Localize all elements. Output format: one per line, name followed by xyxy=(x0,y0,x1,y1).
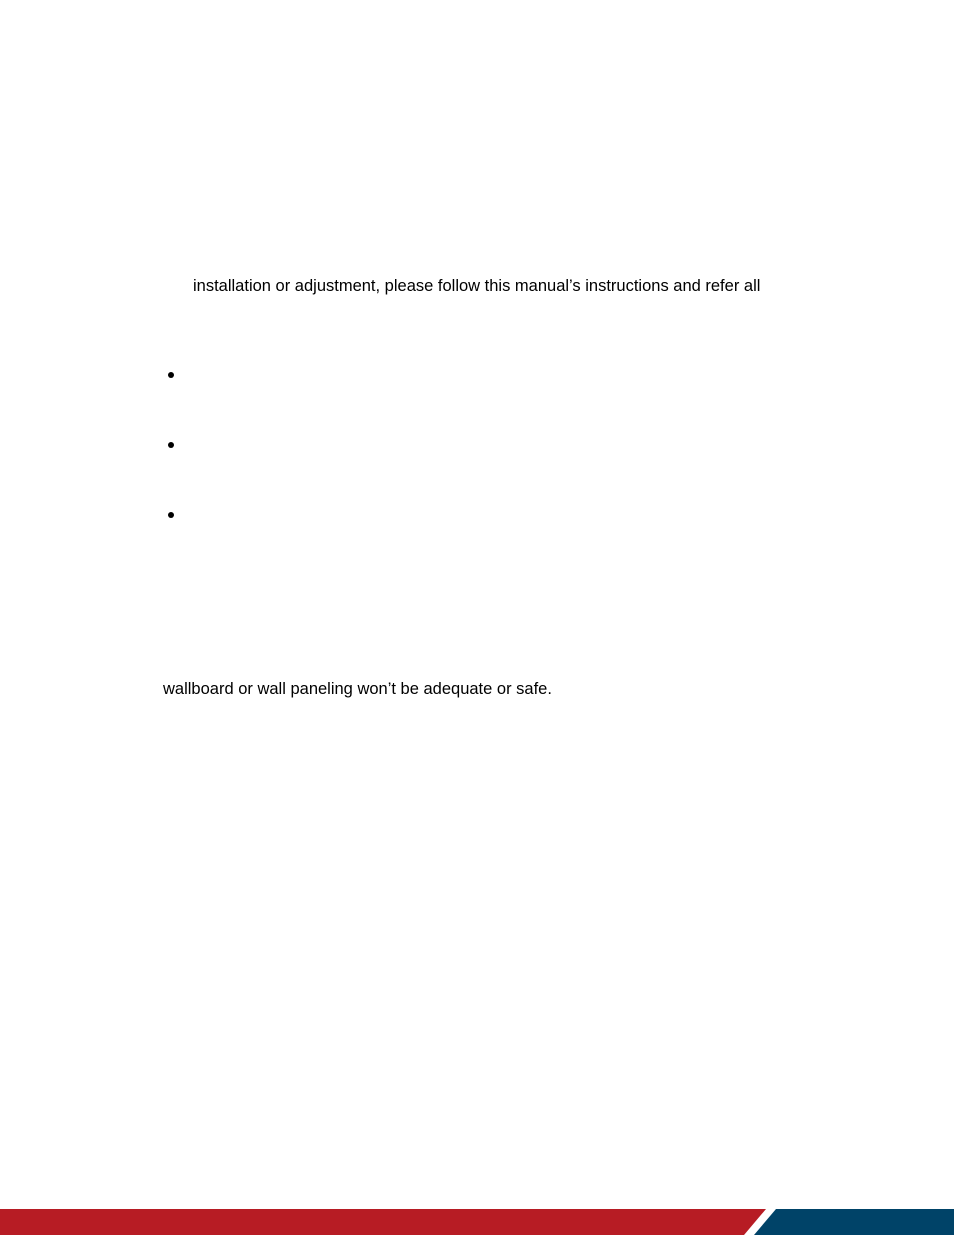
bullet-point xyxy=(168,372,174,378)
body-text-line: installation or adjustment, please follow this manual’s instructions and refer all xyxy=(193,277,761,295)
footer-red-stripe xyxy=(0,1209,766,1235)
body-text-line: wallboard or wall paneling won’t be adequate or safe. xyxy=(163,680,552,698)
bullet-point xyxy=(168,442,174,448)
footer-band xyxy=(0,1209,954,1235)
footer-blue-stripe xyxy=(754,1209,954,1235)
bullet-point xyxy=(168,512,174,518)
